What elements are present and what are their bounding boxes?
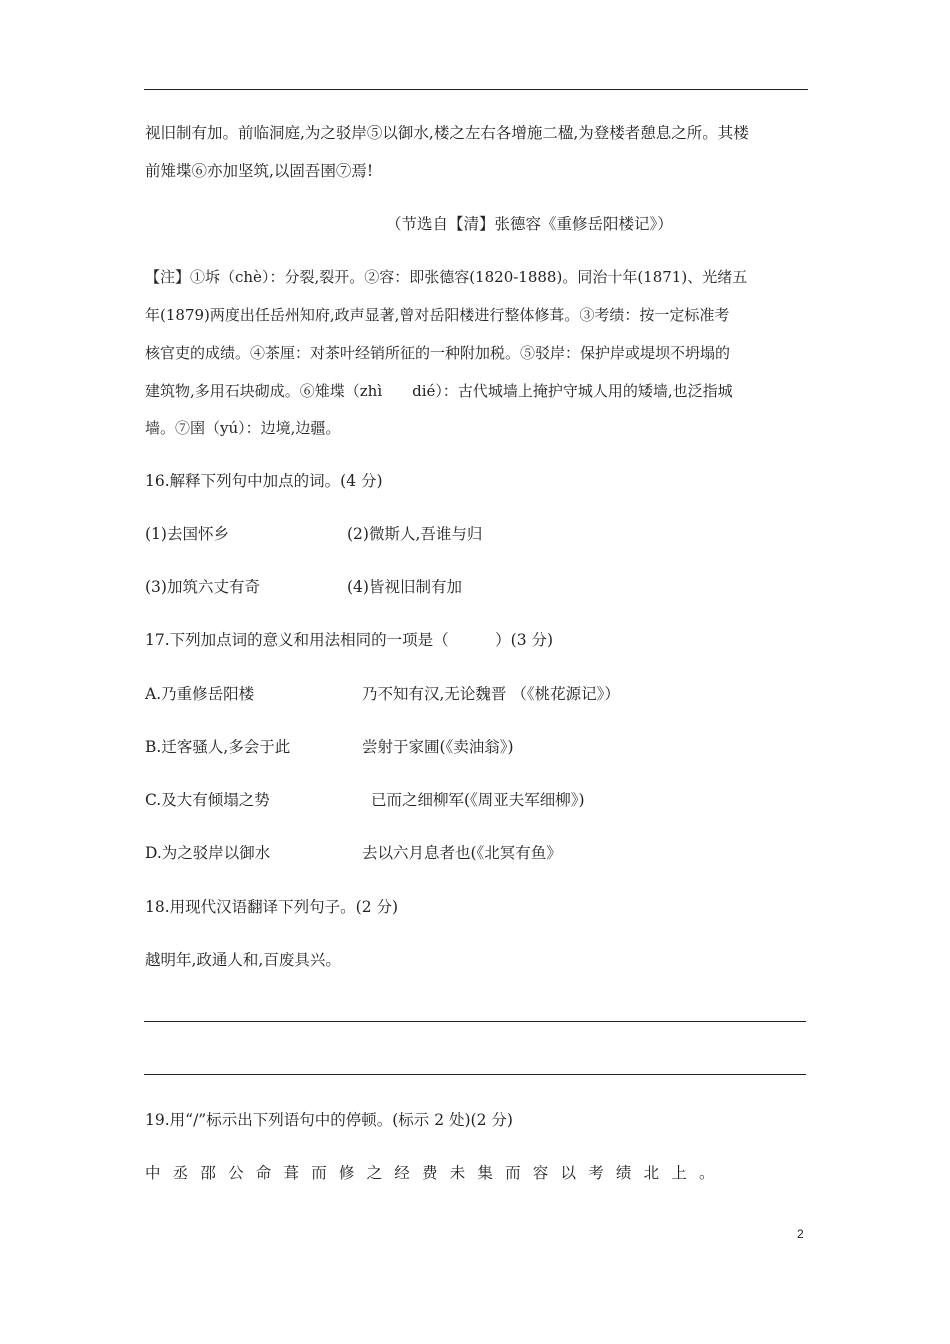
q16-item-3: (3)加筑六丈有奇 [145,578,260,596]
answer-line-1[interactable] [144,1021,806,1022]
q16-title: 16.解释下列句中加点的词。(4 分) [145,472,383,490]
header-rule [144,89,808,90]
passage-source: （节选自【清】张德容《重修岳阳楼记》） [386,215,673,233]
q18-title: 18.用现代汉语翻译下列句子。(2 分) [145,898,399,916]
q17-option-b-compare: 尝射于家圃(《卖油翁》) [362,738,514,756]
q17-option-d: D.为之驳岸以御水 [145,844,271,862]
q17-option-c-compare: 已而之细柳军(《周亚夫军细柳》) [371,791,585,809]
q17-option-c: C.及大有倾塌之势 [145,791,270,809]
q17-option-a: A.乃重修岳阳楼 [145,685,255,703]
note-line-1: 【注】①坼（chè）：分裂,裂开。②容：即张德容(1820-1888)。同治十年(1871)、光绪五 [145,268,748,286]
q17-title: 17.下列加点词的意义和用法相同的一项是（ ）(3 分) [145,631,554,649]
q16-item-1: (1)去国怀乡 [145,525,229,543]
q19-sentence: 中丞邵公命葺而修之经费未集而容以考绩北上。 [145,1164,727,1182]
q17-option-d-compare: 去以六月息者也(《北冥有鱼》 [362,844,562,862]
note-line-2: 年(1879)两度出任岳州知府,政声显著,曾对岳阳楼进行整体修葺。③考绩：按一定标准考 [145,306,730,324]
note-line-5: 墙。⑦圉（yú）：边境,边疆。 [145,419,341,437]
q18-sentence: 越明年,政通人和,百废具兴。 [145,951,341,969]
q19-title: 19.用“/”标示出下列语句中的停顿。(标示 2 处)(2 分) [145,1111,513,1129]
note-line-3: 核官吏的成绩。④茶厘：对茶叶经销所征的一种附加税。⑤驳岸：保护岸或堤坝不坍塌的 [145,344,731,362]
passage-line-2: 前雉堞⑥亦加坚筑,以固吾圉⑦焉! [145,162,374,180]
q17-option-b: B.迁客骚人,多会于此 [145,738,291,756]
q16-item-4: (4)皆视旧制有加 [347,578,462,596]
passage-line-1: 视旧制有加。前临洞庭,为之驳岸⑤以御水,楼之左右各增施二楹,为登楼者憩息之所。其楼 [145,124,749,142]
answer-line-2[interactable] [144,1074,806,1075]
note-line-4: 建筑物,多用石块砌成。⑥雉堞（zhì dié）：古代城墙上掩护守城人用的矮墙,也泛指城 [145,382,733,400]
q17-option-a-compare: 乃不知有汉,无论魏晋 （《桃花源记》） [362,685,620,703]
q16-item-2: (2)微斯人,吾谁与归 [347,525,483,543]
page-number: 2 [797,1227,804,1241]
